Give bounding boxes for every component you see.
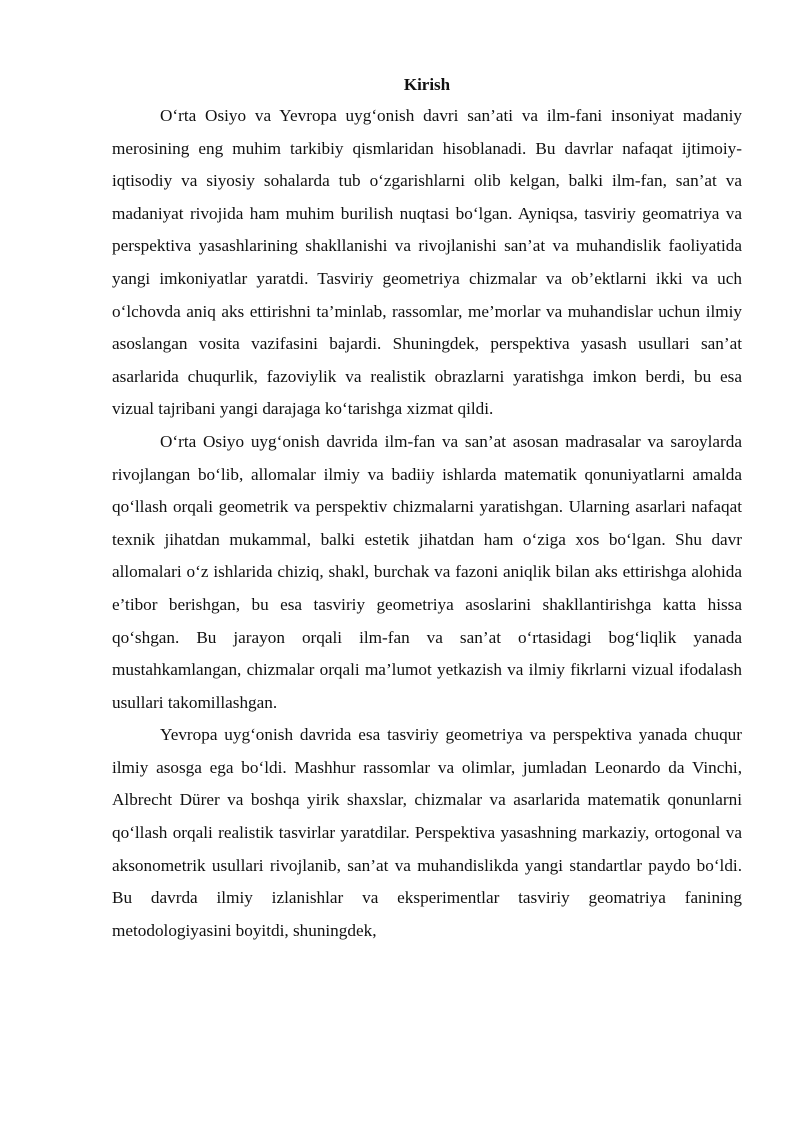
paragraph-2: O‘rta Osiyo uyg‘onish davrida ilm-fan va san’at asosan madrasalar va saroylarda rivojlangan bo‘lib, allomalar ilmiy va badiiy ishlarda matematik qonuniyatlarni amalda qo‘llash orqali geometrik va perspektiv chizmalarni yaratishgan. Ularning asarlari nafaqat texnik jihatdan mukammal, balki estetik jihatdan ham o‘ziga xos bo‘lgan. Shu davr allomalari o‘z ishlarida chiziq, shakl, burchak va fazoni aniqlik bilan aks ettirishga alohida e’tibor berishgan, bu esa tasviriy geometriya asoslarini shakllantirishga katta hissa qo‘shgan. Bu jarayon orqali ilm-fan va san’at o‘rtasidagi bog‘liqlik yanada mustahkamlangan, chizmalar orqali ma’lumot yetkazish va ilmiy fikrlarni vizual ifodalash usullari takomillashgan. — [112, 431, 742, 712]
paragraph-1: O‘rta Osiyo va Yevropa uyg‘onish davri san’ati va ilm-fani insoniyat madaniy merosining eng muhim tarkibiy qismlaridan hisoblanadi. Bu davrlar nafaqat ijtimoiy-iqtisodiy va siyosiy sohalarda tub o‘zgarishlarni olib kelgan, balki ilm-fan, san’at va madaniyat rivojida ham muhim burilish nuqtasi bo‘lgan. Ayniqsa, tasviriy geomatriya va perspektiva yasashlarining shakllanishi va rivojlanishi san’at va muhandislik faoliyatida yangi imkoniyatlar yaratdi. Tasviriy geometriya chizmalar va ob’ektlarni ikki va uch o‘lchovda aniq aks ettirishni ta’minlab, rassomlar, me’morlar va muhandislar uchun ilmiy asoslangan vosita vazifasini bajardi. Shuningdek, perspektiva yasash usullari san’at asarlarida chuqurlik, fazoviylik va realistik obrazlarni yaratishga imkon berdi, bu esa vizual tajribani yangi darajaga ko‘tarishga xizmat qildi. — [112, 106, 742, 419]
document-page — [112, 74, 742, 947]
paragraph-3: Yevropa uyg‘onish davrida esa tasviriy geometriya va perspektiva yanada chuqur ilmiy asosga ega bo‘ldi. Mashhur rassomlar va olimlar, jumladan Leonardo da Vinchi, Albrecht Dürer va boshqa yirik shaxslar, chizmalar va asarlarida matematik qonunlarni qo‘llash orqali realistik tasvirlar yaratdilar. Perspektiva yasashning markaziy, ortogonal va aksonometrik usullari rivojlanib, san’at va muhandislikda yangi standartlar paydo bo‘ldi. Bu davrda ilmiy izlanishlar va eksperimentlar tasviriy geomatriya fanining metodologiyasini boyitdi, shuningdek, — [112, 725, 742, 940]
document-title: Kirish — [403, 75, 451, 94]
